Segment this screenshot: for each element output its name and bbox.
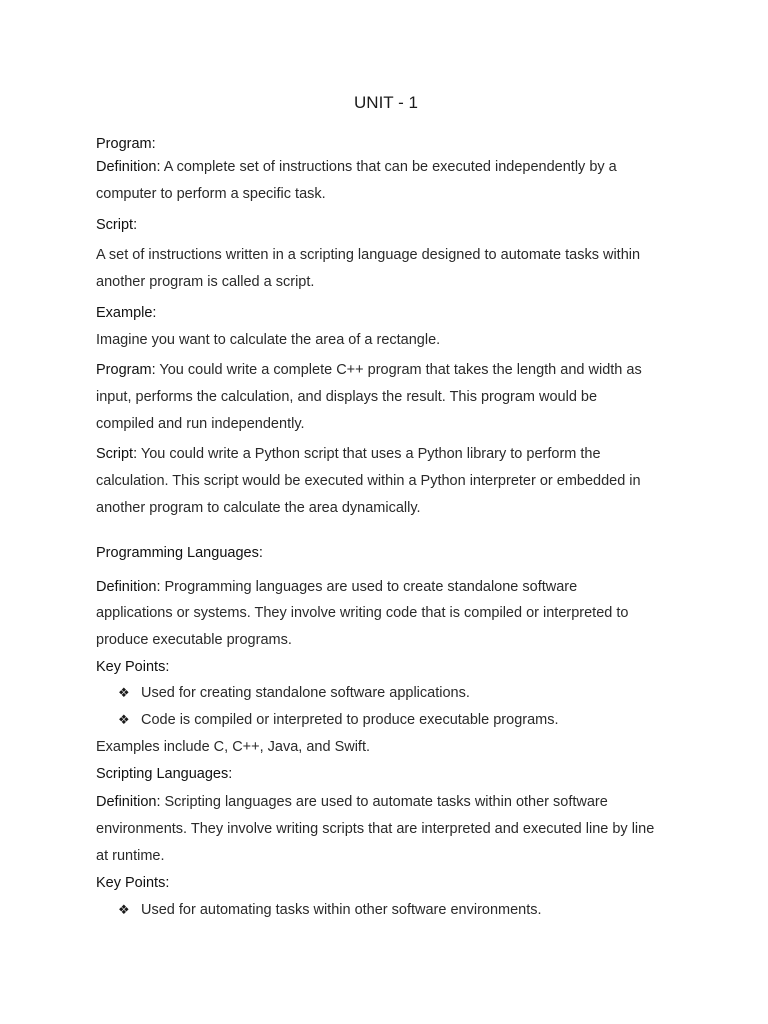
list-item: ❖ Used for automating tasks within other software environments. xyxy=(118,900,542,921)
example-heading: Example: xyxy=(96,305,157,321)
programming-languages-examples: Examples include C, C++, Java, and Swift. xyxy=(96,739,371,755)
diamond-bullet-icon: ❖ xyxy=(118,713,130,728)
example-program-line-3: compiled and run independently. xyxy=(96,416,305,432)
list-item: ❖ Code is compiled or interpreted to produce executable programs. xyxy=(118,710,559,731)
scripting-languages-key-points-label: Key Points: xyxy=(96,875,170,891)
definition-label: Definition: xyxy=(96,794,161,810)
program-label: Program: xyxy=(96,362,156,378)
program-heading: Program: xyxy=(96,136,156,152)
programming-languages-heading: Programming Languages: xyxy=(96,545,263,561)
scripting-languages-definition-line-3: at runtime. xyxy=(96,848,165,864)
diamond-bullet-icon: ❖ xyxy=(118,686,130,701)
example-program-line-2: input, performs the calculation, and displays the result. This program would be xyxy=(96,389,598,405)
list-item: ❖ Used for creating standalone software applications. xyxy=(118,683,470,704)
script-heading: Script: xyxy=(96,217,138,233)
programming-languages-definition-line-1: Definition: Programming languages are used to create standalone software xyxy=(96,579,578,595)
definition-label: Definition: xyxy=(96,159,161,175)
programming-languages-definition-line-2: applications or systems. They involve writing code that is compiled or interpreted to xyxy=(96,605,629,621)
page-title: UNIT - 1 xyxy=(354,93,418,112)
script-text-line-1: A set of instructions written in a scripting language designed to automate tasks within xyxy=(96,247,641,263)
program-definition-line-1: Definition: A complete set of instructions that can be executed independently by a xyxy=(96,159,617,175)
programming-languages-definition-line-3: produce executable programs. xyxy=(96,632,292,648)
script-text-line-2: another program is called a script. xyxy=(96,274,315,290)
example-script-line-3: another program to calculate the area dynamically. xyxy=(96,500,421,516)
scripting-languages-definition-line-2: environments. They involve writing scripts that are interpreted and executed line by line xyxy=(96,821,655,837)
program-definition-line-2: computer to perform a specific task. xyxy=(96,186,326,202)
example-script-line-1: Script: You could write a Python script that uses a Python library to perform the xyxy=(96,446,601,462)
definition-label: Definition: xyxy=(96,579,161,595)
example-program-line-1: Program: You could write a complete C++ program that takes the length and width as xyxy=(96,362,642,378)
programming-languages-key-points-label: Key Points: xyxy=(96,659,170,675)
example-script-line-2: calculation. This script would be executed within a Python interpreter or embedded in xyxy=(96,473,641,489)
diamond-bullet-icon: ❖ xyxy=(118,903,130,918)
scripting-languages-heading: Scripting Languages: xyxy=(96,766,233,782)
scripting-languages-definition-line-1: Definition: Scripting languages are used to automate tasks within other software xyxy=(96,794,608,810)
script-label: Script: xyxy=(96,446,138,462)
example-intro: Imagine you want to calculate the area of a rectangle. xyxy=(96,332,441,348)
